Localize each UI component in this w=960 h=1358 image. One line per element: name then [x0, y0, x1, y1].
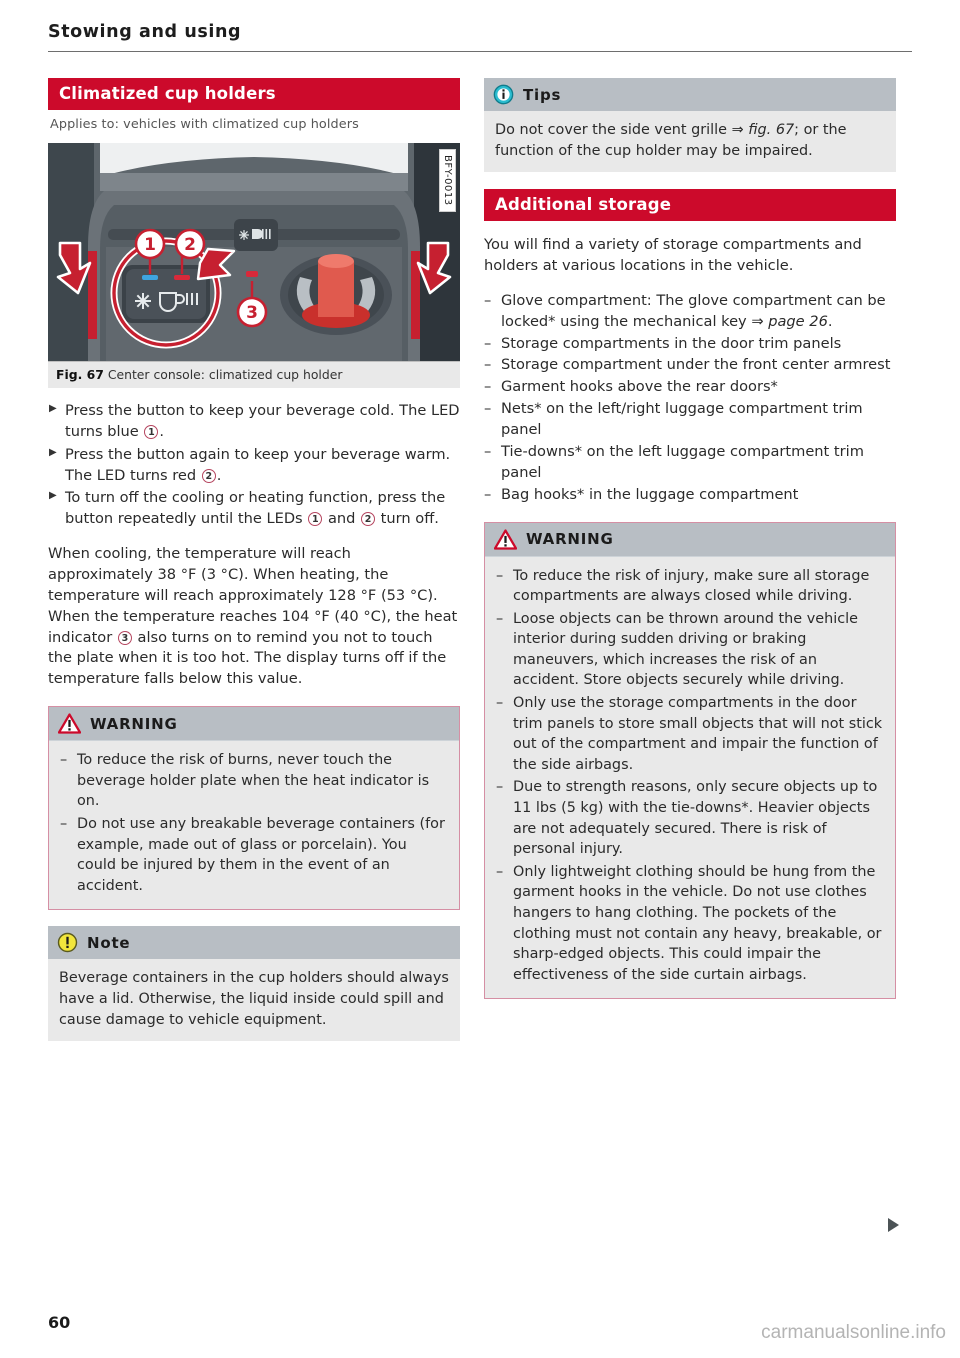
warning-callout-burns	[48, 706, 460, 910]
applies-to-text: Applies to: vehicles with climatized cup holders	[50, 117, 359, 132]
additional-storage-intro: You will find a variety of storage compartments and holders at various locations in the vehicle.	[484, 236, 862, 275]
callout-number-2: 2	[361, 512, 375, 526]
warning-callout-title: WARNING	[90, 714, 178, 733]
dash-bullet-icon: –	[60, 815, 68, 832]
instruction-step: ▶ Press the button again to keep your beverage warm. The LED turns red 2 .	[49, 445, 451, 484]
instruction-step: ▶ Press the button to keep your beverage cold. The LED turns blue 1 .	[49, 402, 460, 440]
storage-list-item: – Nets* on the left/right luggage compartment trim panel	[484, 400, 863, 439]
warning-triangle-icon	[58, 713, 81, 734]
note-callout-title: Note	[87, 933, 131, 952]
figure-caption-label: Fig. 67	[56, 367, 104, 382]
callout-number-2: 2	[202, 469, 216, 483]
warning-list-item: – Due to strength reasons, only secure objects up to 11 lbs (5 kg) with the tie-downs*. Heavier objects are not adequately secured. There is risk of personal injury.	[496, 779, 878, 858]
warning-callout-body	[49, 741, 459, 909]
triangle-bullet-icon: ▶	[49, 446, 57, 458]
storage-list-item: – Bag hooks* in the luggage compartment	[484, 485, 896, 506]
center-console-illustration	[48, 143, 460, 361]
svg-text:1: 1	[144, 235, 156, 255]
warning-list-item: – To reduce the risk of burns, never touch the beverage holder plate when the heat indicator is on.	[60, 752, 430, 810]
note-exclamation-icon	[57, 932, 78, 953]
cross-reference-link[interactable]: ⇒ fig. 67	[731, 122, 795, 138]
page-number: 60	[48, 1313, 71, 1332]
dash-bullet-icon: –	[496, 863, 504, 880]
callout-number-3: 3	[118, 631, 132, 645]
dash-bullet-icon: –	[484, 485, 492, 503]
info-circle-icon	[493, 84, 514, 105]
svg-text:2: 2	[184, 235, 196, 255]
warning-list-item: – Only use the storage compartments in the door trim panels to store small objects that will not stick out of the compartment and impair the function of the side airbags.	[496, 695, 883, 773]
warning-callout-title: WARNING	[526, 530, 614, 548]
tips-callout-header	[484, 78, 896, 111]
storage-list-item: – Tie-downs* on the left luggage compartment trim panel	[484, 442, 864, 481]
page-header	[48, 22, 912, 52]
right-column	[484, 78, 896, 999]
note-callout-header	[48, 926, 460, 959]
warning-callout-header	[485, 523, 895, 557]
tips-callout-text: Do not cover the side vent grille ⇒ fig. 67; or the function of the cup holder may be impaired.	[495, 122, 847, 159]
dash-bullet-icon: –	[484, 442, 492, 460]
note-callout-beverage	[48, 926, 460, 1041]
dash-bullet-icon: –	[484, 400, 492, 418]
triangle-bullet-icon: ▶	[49, 403, 57, 414]
storage-list-item: – Storage compartment under the front center armrest	[484, 355, 896, 376]
tips-callout	[484, 78, 896, 172]
figure-caption	[48, 361, 460, 388]
warning-list-item: – Do not use any breakable beverage containers (for example, made out of glass or porcelain). You could be injured by them in the event of an accident.	[60, 815, 445, 894]
section-heading-climatized-cup-holders: Climatized cup holders	[48, 78, 460, 110]
dash-bullet-icon: –	[484, 291, 492, 309]
dash-bullet-icon: –	[496, 695, 504, 712]
callout-number-1: 1	[144, 425, 158, 439]
warning-callout-storage	[484, 522, 896, 1000]
figure-caption-text: Center console: climatized cup holder	[107, 367, 343, 382]
figure-id-tag: BFY-0013	[439, 149, 456, 212]
warning-callout-body	[485, 557, 895, 999]
storage-item-list	[484, 291, 896, 506]
callout-number-1: 1	[308, 512, 322, 526]
figure-67	[48, 143, 460, 388]
left-column	[48, 78, 460, 1041]
storage-list-item: – Storage compartments in the door trim panels	[484, 334, 896, 355]
dash-bullet-icon: –	[496, 567, 504, 584]
dash-bullet-icon: –	[484, 334, 492, 352]
header-divider	[48, 51, 912, 52]
svg-text:3: 3	[246, 303, 258, 323]
tips-callout-body	[484, 111, 896, 172]
instruction-step: ▶ To turn off the cooling or heating function, press the button repeatedly until the LEDs 1 and 2 turn off.	[49, 489, 446, 528]
warning-callout-header	[49, 707, 459, 741]
note-callout-text: Beverage containers in the cup holders should always have a lid. Otherwise, the liquid inside could spill and cause damage to vehicle equipment.	[59, 970, 449, 1028]
temperature-paragraph: When cooling, the temperature will reach approximately 38 °F (3 °C). When heating, the temperature will reach approximately 128 °F (53 °C). When the temperature reaches 104 °F (40 °C), the heat indicator 3 also turns on to remind you not to touch the plate when it is too hot. The display turns off if the temperature falls below this value.	[48, 545, 458, 688]
continuation-arrow-icon	[888, 1218, 899, 1232]
storage-list-item: – Glove compartment: The glove compartment can be locked* using the mechanical key ⇒ page 26.	[484, 291, 886, 330]
warning-list-item: – Only lightweight clothing should be hung from the garment hooks in the vehicle. Do not use clothes hangers to hang clothing. The pockets of the clothing must not contain any heavy, breakable, or sharp-edged objects. This could impair the effectiveness of the side curtain airbags.	[496, 863, 882, 983]
dash-bullet-icon: –	[60, 752, 68, 769]
dash-bullet-icon: –	[496, 610, 504, 627]
watermark: carmanualsonline.info	[761, 1322, 946, 1343]
warning-triangle-icon	[494, 529, 517, 550]
cross-reference-link[interactable]: ⇒ page 26	[751, 312, 828, 330]
instruction-step-list	[48, 401, 460, 530]
dash-bullet-icon: –	[484, 356, 492, 374]
section-heading-additional-storage: Additional storage	[484, 189, 896, 221]
storage-list-item: – Garment hooks above the rear doors*	[484, 377, 896, 398]
dash-bullet-icon: –	[496, 779, 504, 796]
tips-callout-title: Tips	[523, 85, 562, 104]
warning-list-item: – To reduce the risk of injury, make sure all storage compartments are always closed while driving.	[496, 567, 870, 605]
page-title: Stowing and using	[48, 22, 242, 42]
note-callout-body	[48, 959, 460, 1041]
triangle-bullet-icon: ▶	[49, 490, 57, 502]
warning-list-item: – Loose objects can be thrown around the vehicle interior during sudden driving or braking maneuvers, which increases the risk of an accident. Store objects securely while driving.	[496, 610, 858, 689]
dash-bullet-icon: –	[484, 378, 492, 396]
figure-image-center-console	[48, 143, 460, 361]
